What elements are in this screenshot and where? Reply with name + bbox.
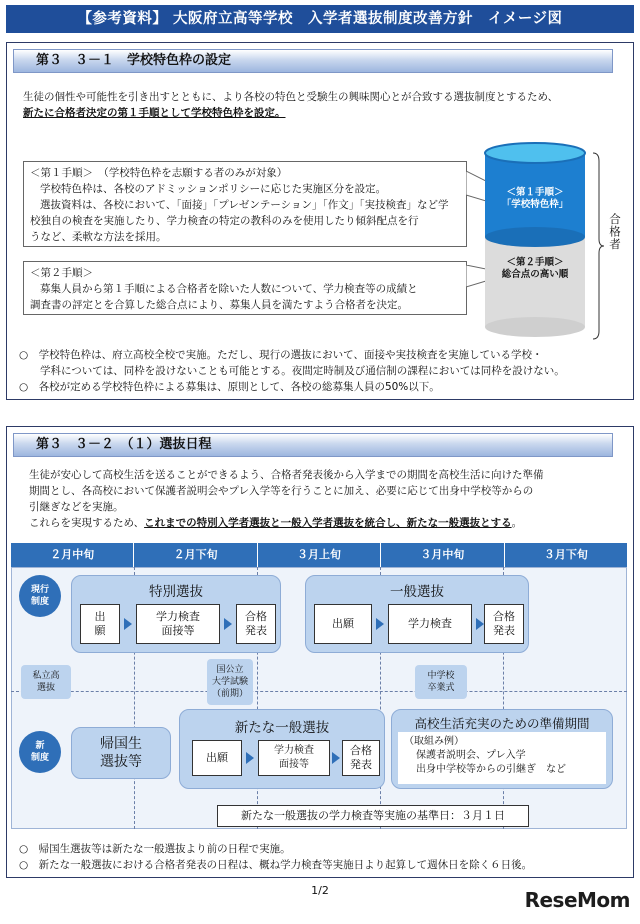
resemom-logo — [525, 888, 630, 912]
step1-line2: 学校特色枠は、各校のアドミッションポリシーに応じた実施区分を設定。 — [40, 183, 387, 195]
section2-intro-bold: これまでの特別入学者選抜と一般入学者選抜を統合し、新たな一般選抜とする — [144, 517, 512, 529]
step2-box — [23, 261, 467, 315]
cylinder-bottom-label — [485, 257, 585, 281]
graduation-box: 中学校 卒業式 — [415, 665, 467, 699]
section2-notes — [19, 841, 627, 873]
section2-intro-post: 。 — [511, 517, 523, 529]
section1-intro — [23, 89, 623, 121]
admission-cylinder — [479, 139, 591, 339]
section1-intro-line1: 生徒の個性や可能性を引き出すとともに、より各校の特色と受験生の興味関心とが合致する選抜制度とするため、 — [23, 91, 559, 103]
preparation-examples — [398, 732, 606, 784]
section2-intro-pre: これらを実現するため、 — [29, 517, 145, 529]
cylinder-top-label-2: 「学校特色枠」 — [501, 199, 569, 210]
step2-line3: 調査書の評定とを合算した総合点により、募集人員を満たすよう合格者を決定。 — [30, 299, 408, 311]
preparation-line1: （取組み例） — [404, 736, 464, 747]
general-selection-group — [305, 575, 529, 653]
cylinder-top-label — [485, 187, 585, 211]
section2-intro-line4 — [29, 515, 629, 531]
brace-icon — [591, 151, 605, 341]
new-exam-box: 学力検査 面接等 — [258, 740, 330, 776]
step2-line1: ＜第２手順＞ — [30, 267, 93, 279]
section1-notes — [19, 347, 627, 395]
section1-note-1: ○ 学校特色枠は、府立高校全校で実施。ただし、現行の選抜において、面接や実技検査を実施している学校・ — [19, 349, 543, 361]
section1-note-2: 学科については、同枠を設けないことも可能とする。夜間定時制及び通信制の課程においては同枠を設けない。 — [19, 365, 565, 377]
section1-note-3: ○ 各校が定める学校特色枠による募集は、原則として、各校の総募集人員の50%以下。 — [19, 381, 440, 393]
cylinder-bottom-label-1: ＜第２手順＞ — [506, 257, 564, 268]
general-apply-box: 出願 — [314, 604, 372, 644]
returnee-selection-box: 帰国生 選抜等 — [71, 727, 171, 779]
arrow-right-icon — [224, 618, 232, 630]
national-university-box: 国公立 大学試験 （前期） — [207, 659, 253, 705]
step1-line5: うなど、柔軟な方法を採用。 — [30, 231, 167, 243]
section1-intro-line2: 新たに合格者決定の第１手順として学校特色枠を設定。 — [23, 107, 286, 119]
section2-intro-line1: 生徒が安心して高校生活を送ることができるよう、合格者発表後から入学までの期間を高校生活に向けた準備 — [29, 469, 544, 481]
month-header: ３月下旬 — [505, 543, 627, 567]
new-general-selection-group — [179, 709, 385, 789]
general-selection-title: 一般選抜 — [390, 584, 444, 600]
section2-note-1: ○ 帰国生選抜等は新たな一般選抜より前の日程で実施。 — [19, 843, 291, 855]
preparation-line3: 出身中学校等からの引継ぎ など — [416, 764, 566, 775]
arrow-right-icon — [376, 618, 384, 630]
special-apply-box: 出 願 — [80, 604, 120, 644]
schedule-chart — [11, 543, 627, 843]
new-result-box: 合格 発表 — [342, 740, 380, 776]
current-system-badge: 現行 制度 — [19, 575, 61, 617]
successful-applicants-label: 合格者 — [608, 213, 622, 251]
section2-heading: 第３ ３－２ （１）選抜日程 — [13, 433, 613, 457]
month-header: ２月下旬 — [134, 543, 257, 567]
section-schedule-panel — [6, 426, 634, 878]
cylinder-graphic — [479, 139, 591, 339]
preparation-line2: 保護者説明会、プレ入学 — [416, 750, 526, 761]
month-header: ２月中旬 — [11, 543, 134, 567]
new-apply-box: 出願 — [192, 740, 242, 776]
preparation-period-group — [391, 709, 613, 789]
arrow-right-icon — [476, 618, 484, 630]
preparation-title: 高校生活充実のための準備期間 — [414, 716, 590, 731]
arrow-right-icon — [124, 618, 132, 630]
new-general-selection-title: 新たな一般選抜 — [234, 720, 330, 736]
step1-box — [23, 161, 467, 247]
section1-heading: 第３ ３－１ 学校特色枠の設定 — [13, 49, 613, 73]
month-header: ３月上旬 — [258, 543, 381, 567]
month-header-row — [11, 543, 627, 567]
private-school-box: 私立高 選抜 — [21, 665, 71, 699]
new-system-badge: 新 制度 — [19, 731, 61, 773]
section2-intro-line3: 引継ぎなどを実施。 — [29, 501, 124, 513]
section2-intro-line2: 期間とし、各高校において保護者説明会やプレ入学等を行うことに加え、必要に応じて出身中学校等からの — [29, 485, 534, 497]
logo-text: ReseMom — [524, 888, 630, 912]
general-result-box: 合格 発表 — [484, 604, 524, 644]
step2-line2: 募集人員から第１手順による合格者を除いた人数について、学力検査等の成績と — [40, 283, 418, 295]
section-school-feature-panel — [6, 42, 634, 400]
general-exam-box: 学力検査 — [388, 604, 472, 644]
arrow-right-icon — [332, 752, 340, 764]
section2-note-2: ○ 新たな一般選抜における合格者発表の日程は、概ね学力検査等実施日より起算して週休日を除く６日後。 — [19, 859, 533, 871]
cylinder-top-label-1: ＜第１手順＞ — [506, 187, 564, 198]
page-title: 【参考資料】 大阪府立高等学校 入学者選抜制度改善方針 イメージ図 — [6, 5, 634, 33]
cylinder-bottom-label-2: 総合点の高い順 — [501, 269, 569, 280]
arrow-right-icon — [246, 752, 254, 764]
section2-intro — [29, 467, 629, 531]
system-divider — [11, 691, 627, 692]
step1-line4: 校独自の検査を実施したり、学力検査の特定の教科のみを使用したり傾斜配点を行 — [30, 215, 419, 227]
step1-line3: 選抜資料は、各校において、「面接」「プレゼンテーション」「作文」「実技検査」など学 — [40, 199, 449, 211]
step1-line1: ＜第１手順＞ （学校特色枠を志願する者のみが対象） — [30, 167, 288, 179]
month-header: ３月中旬 — [381, 543, 504, 567]
page-number: 1/2 — [311, 884, 329, 897]
special-selection-group — [71, 575, 281, 653]
special-selection-title: 特別選抜 — [149, 584, 203, 600]
base-date-box: 新たな一般選抜の学力検査等実施の基準日：３月１日 — [217, 805, 529, 827]
special-exam-box: 学力検査 面接等 — [136, 604, 220, 644]
special-result-box: 合格 発表 — [236, 604, 276, 644]
